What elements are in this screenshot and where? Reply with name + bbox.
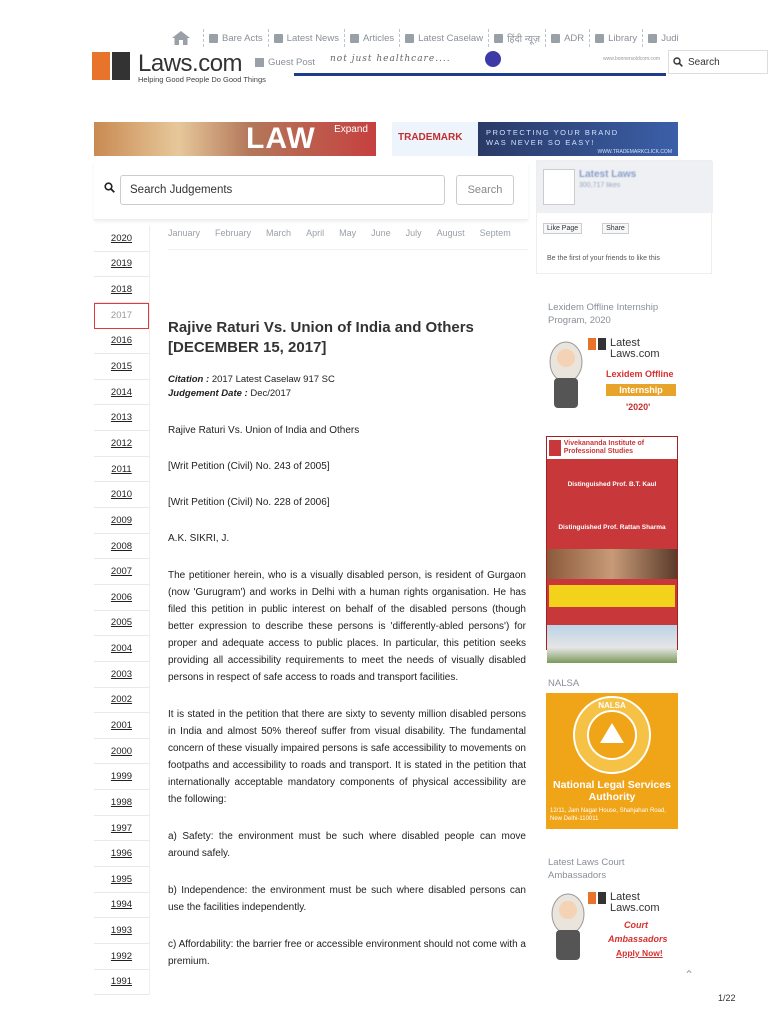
fb-actions	[543, 223, 629, 234]
edit-icon	[255, 58, 264, 67]
judge-name: A.K. SIKRI, J.	[168, 533, 230, 544]
ad-brand: Latest Laws.com	[610, 891, 660, 914]
year-link-1995[interactable]: 1995	[94, 867, 149, 893]
year-link-2010[interactable]: 2010	[94, 482, 149, 508]
year-link-2002[interactable]: 2002	[94, 688, 149, 714]
ambassadors-section-title: Latest Laws Court Ambassadors	[548, 857, 625, 881]
year-link-1998[interactable]: 1998	[94, 790, 149, 816]
month-link[interactable]: May	[339, 228, 357, 238]
nav-articles[interactable]	[350, 33, 394, 44]
ad-slogan: not just healthcare....	[330, 53, 451, 64]
year-link-1997[interactable]: 1997	[94, 816, 149, 842]
year-link-2020[interactable]: 2020	[94, 226, 149, 252]
month-link[interactable]: June	[371, 228, 391, 238]
judgement-list-item: c) Affordability: the barrier free or accessible environment should not come with a premium.	[168, 939, 526, 967]
year-link-2019[interactable]: 2019	[94, 252, 149, 278]
year-link-1999[interactable]: 1999	[94, 764, 149, 790]
fb-share-button[interactable]: Share	[602, 223, 629, 234]
nav-library[interactable]	[595, 33, 637, 44]
month-link[interactable]: January	[168, 228, 201, 238]
nav-label: Library	[608, 32, 638, 44]
hindi-icon	[494, 34, 503, 43]
petition-number: [Writ Petition (Civil) No. 243 of 2005]	[168, 461, 330, 472]
year-filter-list	[94, 226, 150, 995]
vips-table	[549, 585, 675, 607]
site-search-button[interactable]	[668, 50, 768, 74]
judgement-date-label: Judgement Date :	[168, 388, 248, 399]
scroll-up-icon[interactable]: ⌃	[684, 968, 695, 982]
ad-text: Ambassadors	[608, 934, 668, 944]
nav-hindi-news[interactable]	[494, 32, 540, 45]
year-link-2014[interactable]: 2014	[94, 380, 149, 406]
judgement-search-input[interactable]	[120, 175, 445, 205]
nav-label: Articles	[362, 32, 395, 44]
vips-building-photo	[547, 625, 677, 663]
nav-label: हिंदी न्यूज़	[507, 33, 541, 45]
year-link-2001[interactable]: 2001	[94, 713, 149, 739]
logo-mark-dark	[112, 52, 130, 80]
vips-speaker: Distinguished Prof. B.T. Kaul	[567, 481, 657, 488]
year-link-2017[interactable]: 2017	[94, 303, 149, 329]
header-ad-banner[interactable]	[294, 44, 666, 76]
judgement-list-item: a) Safety: the environment must be such where disabled people can move around safely.	[168, 831, 526, 859]
ad-text: Lexidem Offline	[606, 369, 674, 379]
year-link-2012[interactable]: 2012	[94, 431, 149, 457]
nav-divider	[268, 29, 269, 47]
year-link-2000[interactable]: 2000	[94, 739, 149, 765]
month-filter-list	[168, 228, 528, 250]
citation-row	[168, 373, 526, 387]
year-link-2009[interactable]: 2009	[94, 508, 149, 534]
newspaper-icon	[274, 34, 283, 43]
ad-tagline	[486, 128, 619, 148]
ad-brand-logo	[485, 51, 501, 67]
year-link-2008[interactable]: 2008	[94, 534, 149, 560]
month-link[interactable]: April	[306, 228, 325, 238]
judgement-paragraph: The petitioner herein, who is a visually disabled person, is resident of Gurgaon (now 'Gurugram') and works in Delhi with a human rights organisation. He has filed this petition in public interest on behalf of the disabled persons (though better expression to describe these persons is 'differently-abled persons') for proper and adequate access to public places. In particular, this petition seeks providing all accessibility requirements to meet the needs of visually disabled persons in respect of safe access to roads and transport facilities.	[168, 570, 526, 683]
judgement-paragraph: It is stated in the petition that there are sixty to seventy million disabled persons in India and almost 50% thereof suffer from visual disability. The fundamental concern of these visually impaired persons is safe accessibility to movements on footpaths and accessibility to roads and transport. It is stated in the petition that internationally acceptable mandatory components of physical accessibility are the following:	[168, 709, 526, 805]
nalsa-address: 12/11, Jam Nagar House, Shahjahan Road, New Delhi-110011	[550, 808, 666, 822]
bank-icon	[209, 34, 218, 43]
case-name: Rajive Raturi Vs. Union of India and Others	[168, 425, 360, 436]
fb-page-avatar[interactable]	[543, 169, 575, 205]
year-link-2016[interactable]: 2016	[94, 329, 149, 355]
nalsa-name: National Legal Services Authority	[553, 779, 671, 803]
vips-name: Vivekananda Institute of Professional Studies	[563, 440, 645, 455]
nav-divider	[203, 29, 204, 47]
month-link[interactable]: August	[436, 228, 465, 238]
nav-latest-news[interactable]	[274, 33, 339, 44]
judgement-article	[168, 318, 526, 970]
fb-like-page-button[interactable]: Like Page	[543, 223, 582, 234]
year-link-2004[interactable]: 2004	[94, 636, 149, 662]
nav-latest-caselaw[interactable]	[405, 33, 483, 44]
year-link-1993[interactable]: 1993	[94, 918, 149, 944]
site-logo[interactable]	[92, 50, 264, 86]
search-icon	[104, 182, 115, 193]
judgement-search-bar	[94, 162, 528, 220]
year-link-2011[interactable]: 2011	[94, 457, 149, 483]
month-link[interactable]: July	[405, 228, 422, 238]
judgement-title: Rajive Raturi Vs. Union of India and Others [DECEMBER 15, 2017]	[168, 319, 474, 356]
nav-label: Judi	[661, 32, 679, 44]
list-icon	[648, 34, 657, 43]
vips-photo	[547, 549, 677, 579]
ad-logo: TRADEMARK	[398, 132, 463, 143]
vips-logo	[549, 440, 561, 456]
list-icon	[551, 34, 560, 43]
year-link-2015[interactable]: 2015	[94, 354, 149, 380]
judgement-meta	[168, 373, 526, 401]
court-ambassadors-ad[interactable]	[544, 888, 678, 966]
list-icon	[350, 34, 359, 43]
logo-tagline: Helping Good People Do Good Things	[138, 75, 266, 84]
year-link-2003[interactable]: 2003	[94, 662, 149, 688]
year-link-2007[interactable]: 2007	[94, 559, 149, 585]
year-link-1992[interactable]: 1992	[94, 944, 149, 970]
month-link[interactable]: February	[215, 228, 252, 238]
ad-url: WWW.TRADEMARKCLICK.COM	[597, 149, 672, 155]
ad-text: Court	[624, 920, 648, 930]
petition-number: [Writ Petition (Civil) No. 228 of 2006]	[168, 497, 330, 508]
internship-section-title: Lexidem Offline Internship Program, 2020	[548, 302, 659, 326]
nalsa-badge-text: NALSA	[598, 701, 626, 710]
judgement-list-item: b) Independence: the environment must be such where disabled persons can use the facilities independently.	[168, 885, 526, 913]
facebook-page-widget	[536, 160, 712, 274]
ad-cta[interactable]: Apply Now!	[616, 948, 663, 958]
vips-header	[547, 437, 677, 459]
search-label: Search	[688, 56, 720, 68]
book-icon	[595, 34, 604, 43]
year-link-2006[interactable]: 2006	[94, 585, 149, 611]
search-icon	[673, 57, 683, 67]
trademark-ad-banner[interactable]	[392, 122, 678, 156]
nav-label: Latest Caselaw	[418, 32, 484, 44]
home-icon[interactable]	[170, 29, 192, 47]
year-link-2013[interactable]: 2013	[94, 405, 149, 431]
logo-brand: Laws.com	[138, 50, 243, 77]
nalsa-section-title: NALSA	[548, 678, 580, 689]
month-link[interactable]: Septem	[479, 228, 511, 238]
nav-label: Guest Post	[268, 57, 315, 68]
ad-tagline-line1: PROTECTING YOUR BRAND	[486, 128, 619, 137]
nav-judiciary[interactable]	[648, 33, 678, 44]
page-counter: 1/22	[718, 993, 736, 1003]
nav-label: Bare Acts	[222, 32, 263, 44]
vips-speaker: Distinguished Prof. Rattan Sharma	[558, 524, 666, 531]
ad-text: Internship	[606, 384, 676, 396]
judgement-date-row	[168, 387, 526, 401]
nav-bare-acts[interactable]	[209, 33, 263, 44]
internship-ad[interactable]	[544, 336, 676, 416]
logo-mark-orange	[92, 52, 110, 80]
nav-label: Latest News	[286, 32, 339, 44]
nalsa-ad[interactable]	[546, 693, 678, 829]
year-link-2018[interactable]: 2018	[94, 277, 149, 303]
ad-brand: Latest Laws.com	[610, 337, 660, 360]
fb-page-likes: 300,717 likes	[579, 182, 621, 189]
law-school-ad-banner[interactable]	[94, 122, 376, 156]
year-link-2005[interactable]: 2005	[94, 611, 149, 637]
citation-label: Citation :	[168, 374, 210, 385]
vips-ad[interactable]	[546, 436, 678, 650]
ad-expand-link[interactable]: Expand	[334, 124, 368, 135]
ad-tagline-line2: WAS NEVER SO EASY!	[486, 138, 595, 147]
ad-year: '2020'	[626, 402, 651, 412]
nav-label: ADR	[564, 32, 585, 44]
nav-adr[interactable]	[551, 33, 584, 44]
fb-note: Be the first of your friends to like this	[547, 255, 660, 262]
year-link-1991[interactable]: 1991	[94, 970, 149, 996]
citation-value: 2017 Latest Caselaw 917 SC	[211, 374, 335, 385]
year-link-1994[interactable]: 1994	[94, 893, 149, 919]
month-link[interactable]: March	[266, 228, 292, 238]
ad-url: www.bonnersoldcom.com	[603, 55, 660, 62]
ad-headline: LAW	[246, 122, 316, 155]
judgement-date-value: Dec/2017	[250, 388, 292, 399]
judgement-search-button[interactable]: Search	[456, 175, 514, 205]
year-link-1996[interactable]: 1996	[94, 841, 149, 867]
fb-page-name[interactable]: Latest Laws	[579, 169, 637, 180]
gavel-icon	[405, 34, 414, 43]
